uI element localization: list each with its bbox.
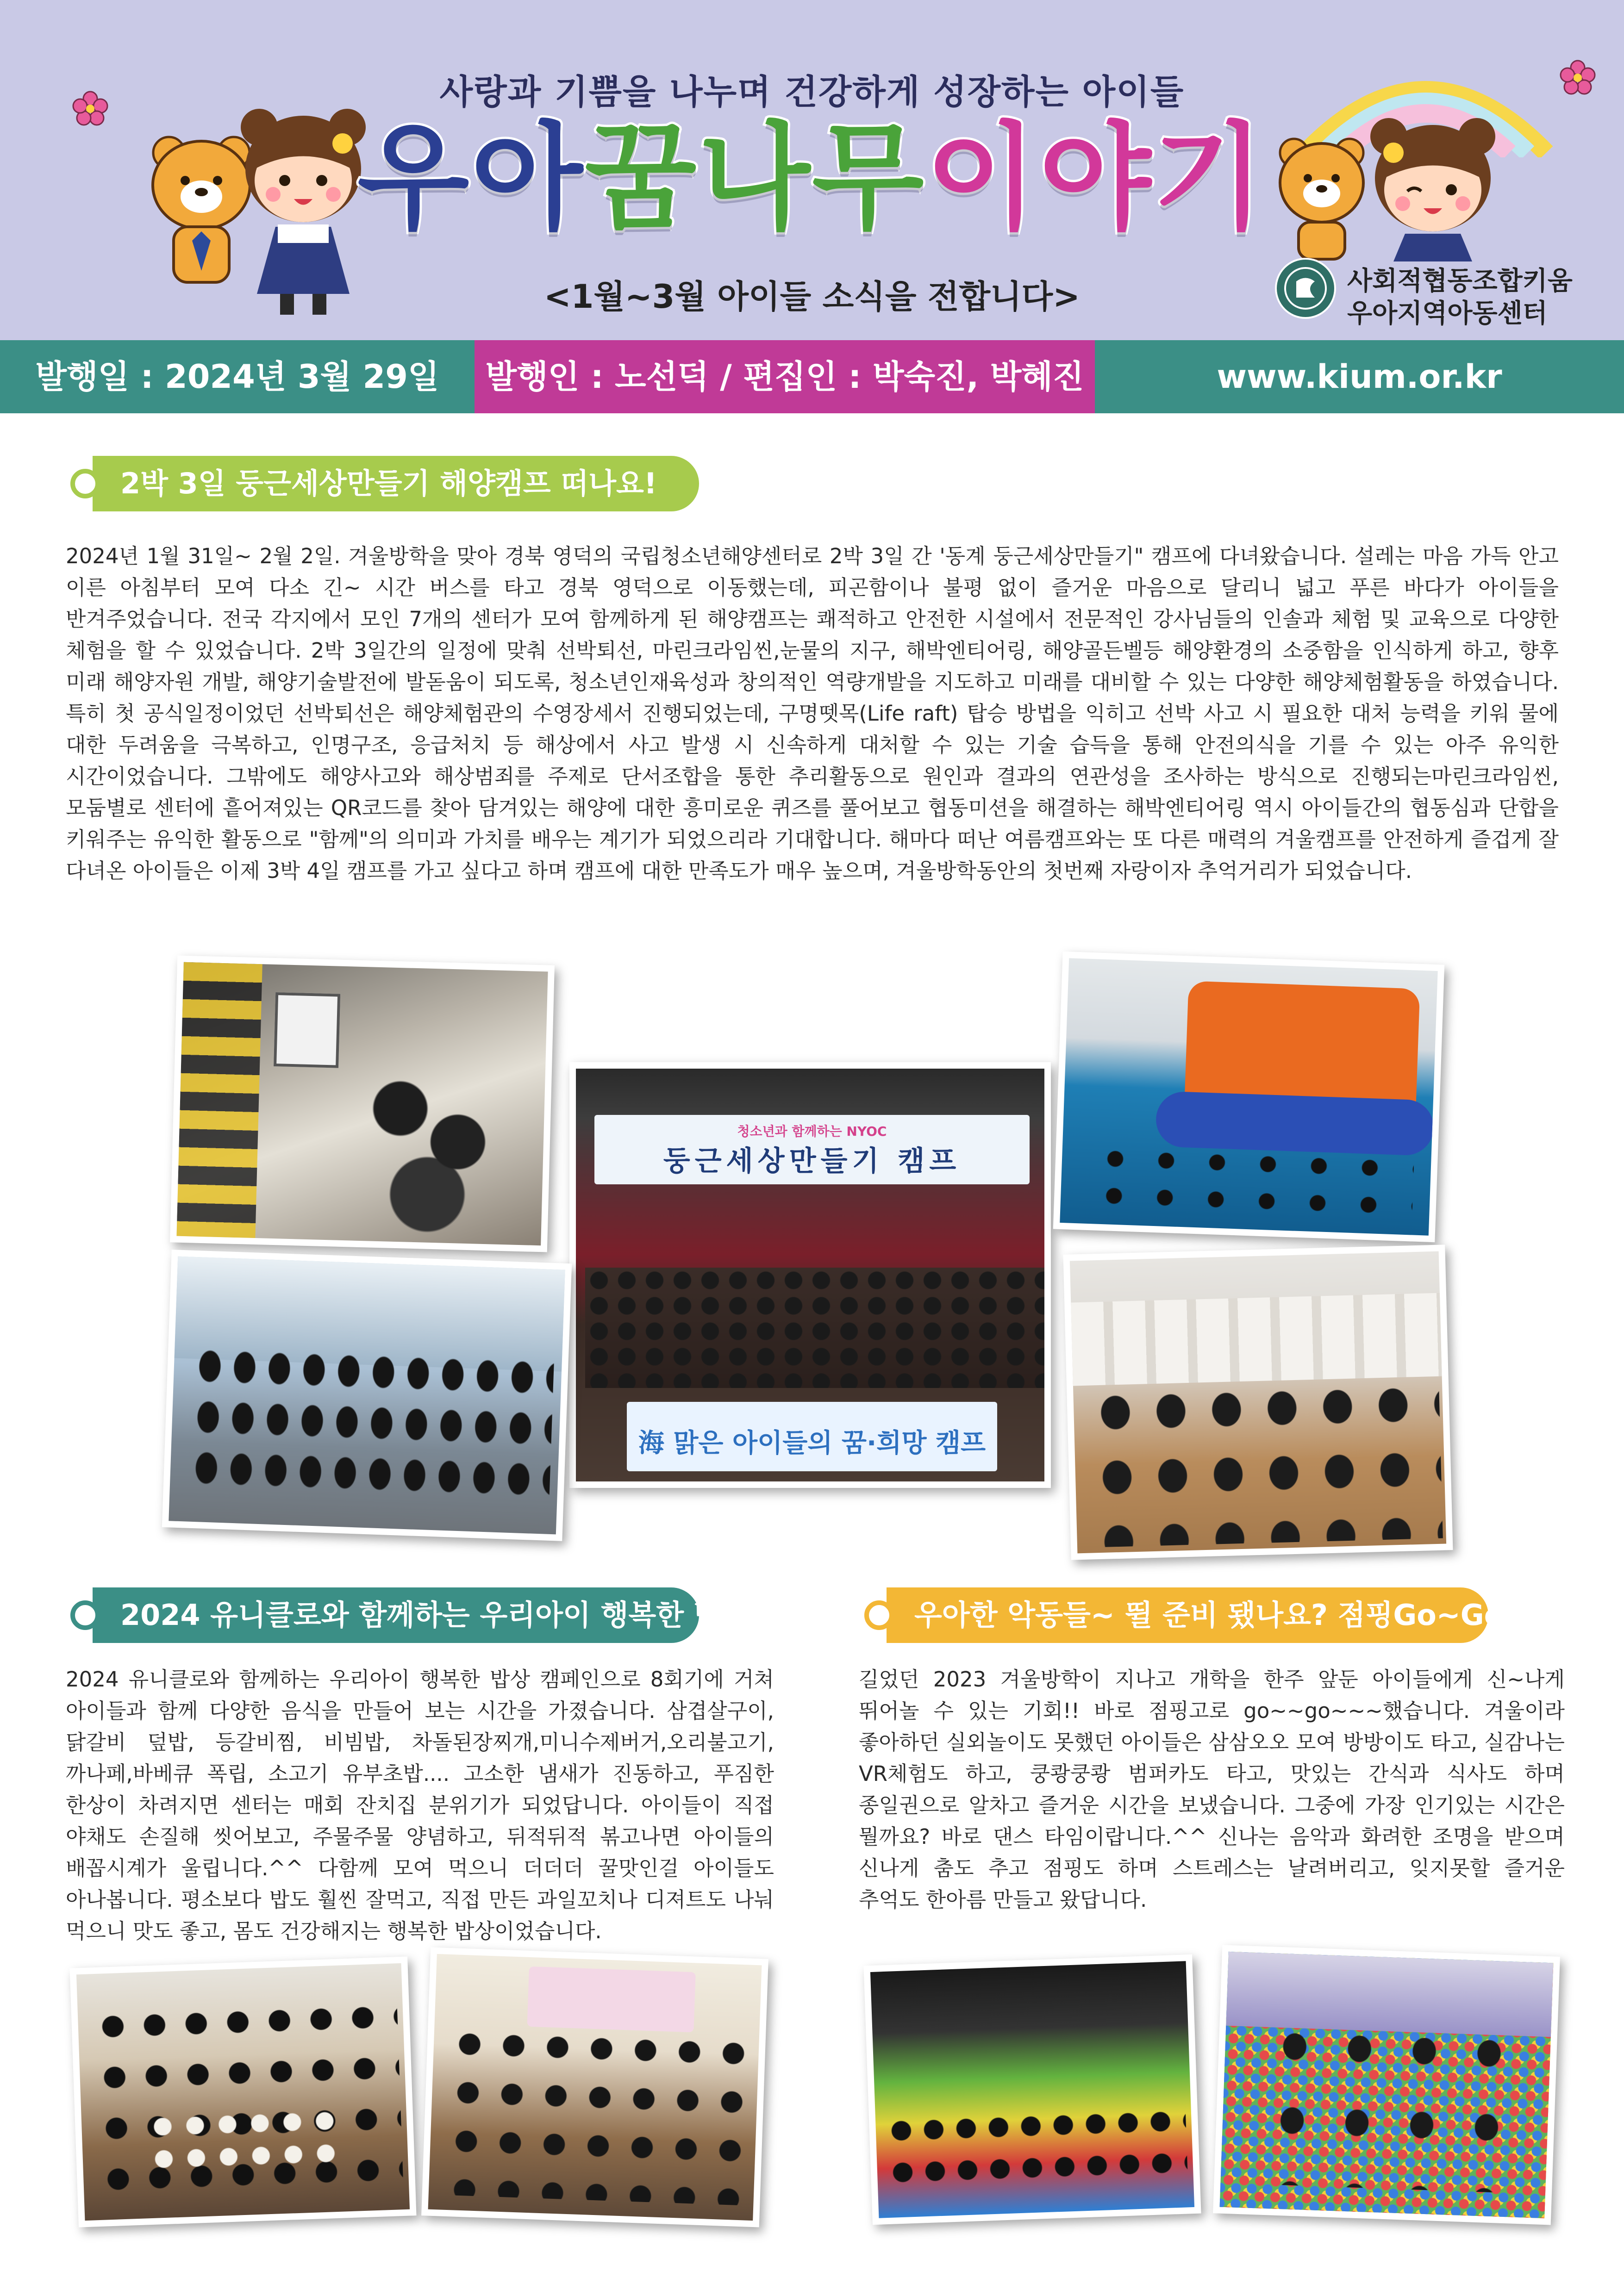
section-bullet-icon: [864, 1600, 894, 1630]
section-title: 2024 유니클로와 함께하는 우리아이 행복한 밥상: [120, 1598, 750, 1632]
banner-bottom-text: 海 맑은 아이들의 꿈·희망 캠프: [638, 1428, 986, 1458]
photo-stairs-activity: [170, 955, 555, 1252]
photo-cooking-1: [69, 1956, 416, 2227]
title-part-2: 꿈나무: [585, 111, 926, 245]
publisher-bar: [475, 340, 1095, 413]
banner-large-text: 둥근세상만들기 캠프: [663, 1145, 961, 1177]
section-body-uniqlo-meal: 2024 유니클로와 함께하는 우리아이 행복한 밥상 캠페인으로 8회기에 거쳐 아이들과 함께 다양한 음식을 만들어 보는 시간을 가졌습니다. 삼겹살구이, 닭갈비 덮밥, 등갈비찜, 비빔밥, 차돌된장찌개,미니수제버거,오리불고기,까나페,바베큐 폭립, 소고기 유부초밥.... 고소한 냄새가 진동하고, 푸짐한 한상이 차려지면 센터는 매회 잔치집 분위기가 되었답니다. 아이들이 직접 야채도 손질해 씻어보고, 주물주물 양념하고, 뒤적뒤적 볶고나면 아이들의 배꼽시계가 울립니다.^^ 다함께 모여 먹으니 더더더 꿀맛인걸 아이들도 아나봅니다. 평소보다 밥도 훨씬 잘먹고, 직접 만든 과일꼬치나 디져트도 나눠 먹으니 맛도 좋고, 몸도 건강해지는 행복한 밥상이었습니다.: [66, 1667, 774, 1943]
issue-date: 발행일 : 2024년 3월 29일: [35, 358, 439, 396]
website-bar: [1095, 340, 1624, 413]
issue-date-bar: [0, 340, 475, 413]
organization-block: [1273, 252, 1616, 329]
newsletter-title: [0, 111, 1624, 245]
website-link[interactable]: www.kium.or.kr: [1217, 358, 1502, 396]
section-bullet-icon: [70, 469, 100, 498]
publisher-info: 발행인 : 노선덕 / 편집인 : 박숙진, 박혜진: [485, 358, 1084, 396]
center-name: 우아지역아동센터: [1347, 299, 1548, 329]
section-header-uniqlo-meal: [93, 1587, 750, 1643]
section-body-jumping-go: 길었던 2023 겨울방학이 지나고 개학을 한주 앞둔 아이들에게 신~나게 뛰어놀 수 있는 기회!! 바로 점핑고로 go~~go~~~했습니다. 겨울이라 좋아하던 실외놀이도 못했던 아이들은 삼삼오오 모여 방방이도 타고, 실감나는 VR체험도 하고, 쿵쾅쿵쾅 범퍼카도 타고, 맛있는 간식과 식사도 하며 종일권으로 알차고 즐거운 시간을 보냈습니다. 그중에 가장 인기있는 시간은 뭘까요? 바로 댄스 타임이랍니다.^^ 신나는 음악과 화려한 조명을 받으며 신나게 춤도 추고 점핑도 하며 스트레스는 날려버리고, 잊지못할 즐거운 추억도 한아름 만들고 왔답니다.: [859, 1667, 1565, 1912]
photo-pool-liferaft: [1053, 952, 1444, 1242]
photo-museum-group: [162, 1250, 572, 1541]
section-body-marine-camp: 2024년 1월 31일~ 2월 2일. 겨울방학을 맞아 경북 영덕의 국립청소년해양센터로 2박 3일 간 '동계 둥근세상만들기" 캠프에 다녀왔습니다. 설레는 마음 가득 안고 이른 아침부터 모여 다소 긴~ 시간 버스를 타고 경북 영덕으로 이동했는데, 피곤함이나 불평 없이 즐거운 마음으로 달리니 넓고 푸른 바다가 아이들을 반겨주었습니다. 전국 각지에서 모인 7개의 센터가 모여 함께하게 된 해양캠프는 쾌적하고 안전한 시설에서 전문적인 강사님들의 인솔과 체험 및 교육으로 다양한 체험을 할 수 있었습니다. 2박 3일간의 일정에 맞춰 선박퇴선, 마린크라임씬,눈물의 지구, 해박엔티어링, 해양골든벨등 해양환경의 소중함을 인식하게 하고, 향후 미래 해양자원 개발, 해양기술발전에 발돋움이 되도록, 청소년인재육성과 창의적인 역량개발을 지도하고 미래를 대비할 수 있는 다양한 해양체험활동을 하였습니다. 특히 첫 공식일정이었던 선박퇴선은 해양체험관의 수영장세서 진행되었는데, 구명뗏목(Life raft) 탑승 방법을 익히고 선박 사고 시 필요한 대처 능력을 키워 물에 대한 두려움을 극복하고, 인명구조, 응급처치 등 해상에서 사고 발생 시 신속하게 대처할 수 있는 기술 습득을 통해 안전의식을 기를 수 있는 아주 유익한 시간이었습니다. 그밖에도 해양사고와 해상범죄를 주제로 단서조합을 통한 추리활동으로 원인과 결과의 연관성을 조사하는 방식으로 진행되는마린크라임씬, 모둠별로 센터에 흩어져있는 QR코드를 찾아 담겨있는 해양에 대한 흥미로운 퀴즈를 풀어보고 협동미션을 해결하는 해박엔티어링 역시 아이들간의 협동심과 단합을 키워주는 유익한 활동으로 "함께"의 의미과 가치를 배우는 계기가 되었으리라 기대합니다. 해마다 떠난 여름캠프와는 또 다른 매력의 겨울캠프를 안전하게 즐겁게 잘 다녀온 아이들은 이제 3박 4일 캠프를 가고 싶다고 하며 캠프에 대한 만족도가 매우 높으며, 겨울방학동안의 첫번째 자랑이자 추억거리가 되었습니다.: [66, 544, 1559, 883]
tagline: 사랑과 기쁨을 나누며 건강하게 성장하는 아이들: [439, 72, 1185, 112]
photo-group-banner: [569, 1062, 1051, 1488]
newsletter-subtitle: <1월~3월 아이들 소식을 전합니다>: [544, 278, 1080, 316]
section-title: 2박 3일 둥근세상만들기 해양캠프 떠나요!: [120, 467, 657, 500]
photo-ball-pit: [1213, 1945, 1560, 2225]
section-bullet-icon: [70, 1600, 100, 1630]
title-part-3: 이야기: [925, 111, 1267, 245]
photo-jumping-group: [863, 1954, 1201, 2225]
photo-cooking-2: [421, 1947, 768, 2227]
title-part-1: 우아: [357, 111, 585, 245]
section-title: 우아한 악동들~ 뛸 준비 됐나요? 점핑Go~Go~: [914, 1598, 1528, 1632]
newsletter-header: [0, 0, 1624, 340]
section-header-marine-camp: [93, 456, 699, 511]
org-name: 사회적협동조합키움: [1347, 266, 1573, 296]
cooperative-seal-icon: [1273, 256, 1338, 321]
photo-gym-circle: [1063, 1244, 1453, 1560]
banner-small-text: 청소년과 함께하는 NYOC: [737, 1124, 887, 1139]
section-header-jumping-go: [887, 1587, 1528, 1643]
